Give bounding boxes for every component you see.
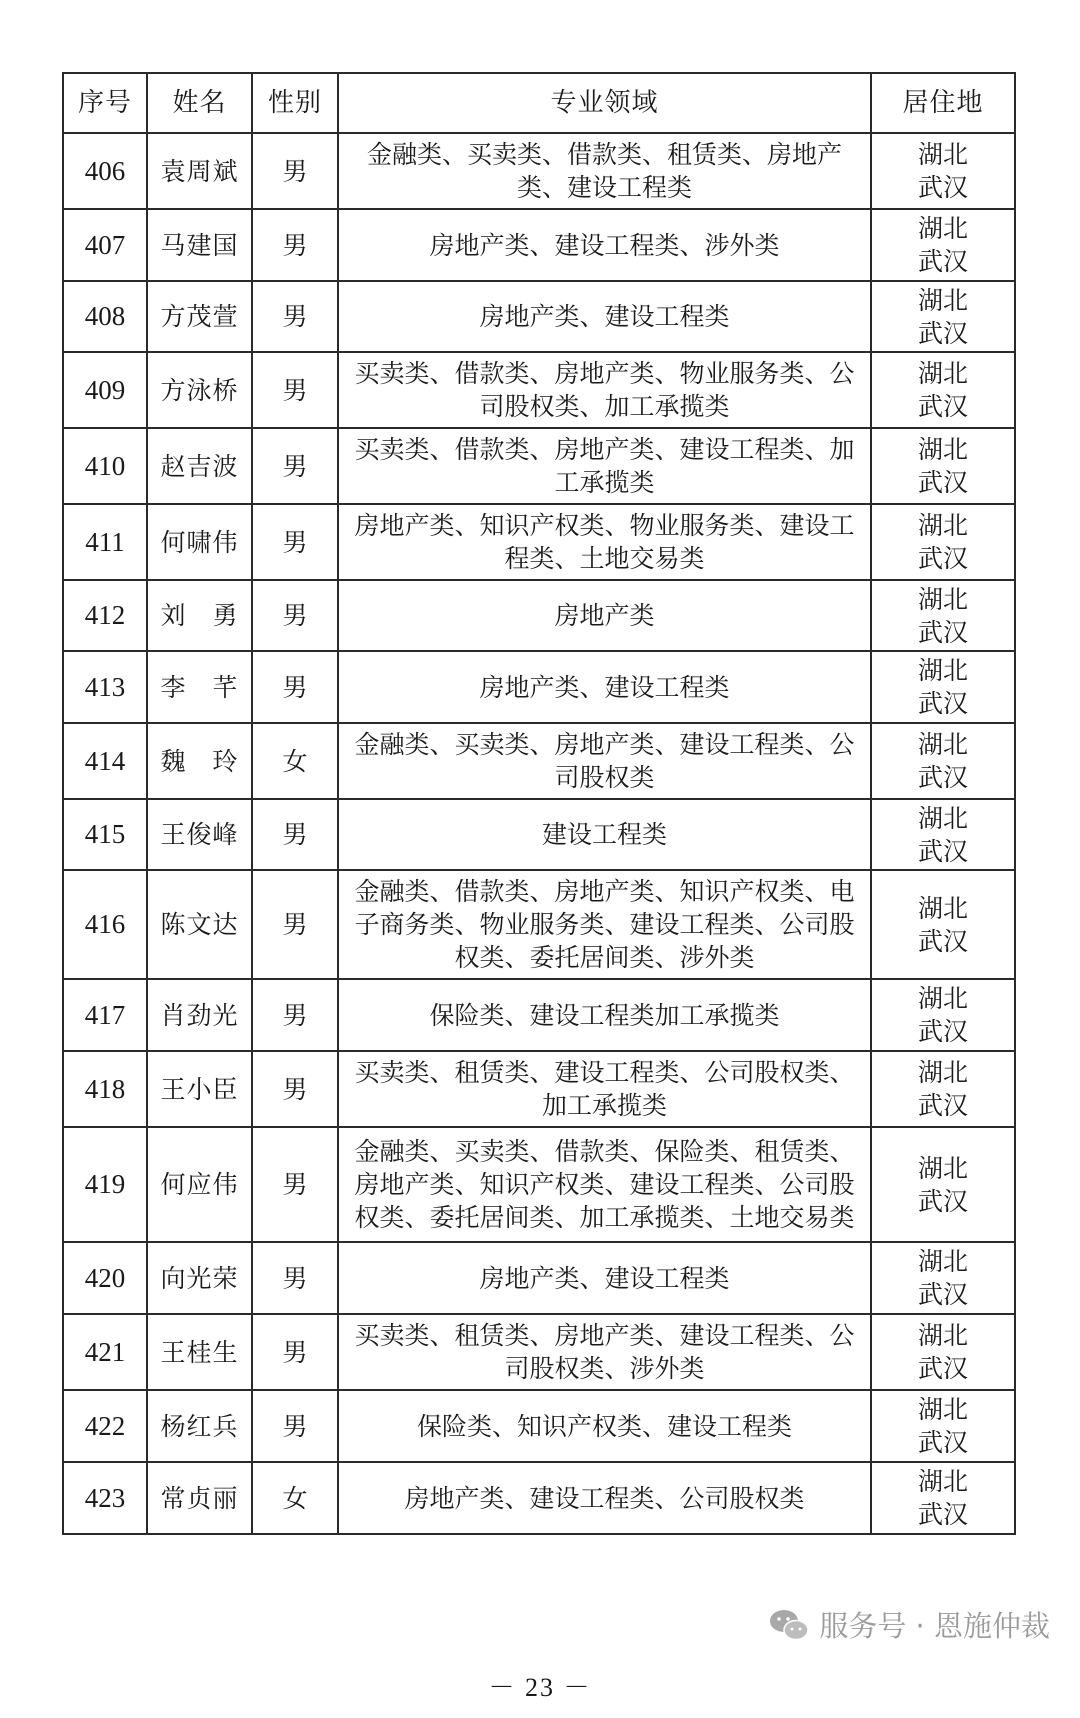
table-row [63, 504, 1015, 580]
residence-province: 湖北 [917, 803, 968, 833]
cell-serial: 419 [63, 1127, 147, 1242]
table-row [63, 1314, 1015, 1390]
cell-field: 金融类、买卖类、借款类、租赁类、房地产类、建设工程类 [338, 133, 871, 209]
table-row [63, 799, 1015, 870]
cell-residence [871, 979, 1015, 1051]
cell-field: 保险类、建设工程类加工承揽类 [338, 979, 871, 1051]
residence-city: 武汉 [917, 836, 968, 866]
residence-province: 湖北 [917, 984, 968, 1013]
cell-residence [871, 1390, 1015, 1462]
cell-serial: 407 [63, 209, 147, 281]
cell-residence [871, 870, 1015, 979]
cell-gender: 男 [252, 870, 338, 979]
cell-field: 房地产类、建设工程类、涉外类 [338, 209, 871, 281]
cell-name: 魏 玲 [147, 723, 252, 799]
cell-gender: 女 [252, 1462, 338, 1534]
cell-residence [871, 133, 1015, 209]
residence-province: 湖北 [917, 1395, 968, 1424]
residence-city: 武汉 [917, 468, 968, 497]
cell-residence [871, 352, 1015, 428]
header-gender: 性别 [252, 73, 338, 133]
cell-serial: 415 [63, 799, 147, 870]
cell-gender: 男 [252, 504, 338, 580]
residence-province: 湖北 [917, 1247, 968, 1276]
cell-name: 赵吉波 [147, 428, 252, 504]
cell-gender: 男 [252, 1314, 338, 1390]
residence-city: 武汉 [917, 617, 968, 647]
cell-gender: 男 [252, 1390, 338, 1462]
table-row [63, 870, 1015, 979]
cell-field: 金融类、买卖类、房地产类、建设工程类、公司股权类 [338, 723, 871, 799]
cell-name: 方泳桥 [147, 352, 252, 428]
cell-gender: 男 [252, 428, 338, 504]
cell-name: 杨红兵 [147, 1390, 252, 1462]
cell-name: 王桂生 [147, 1314, 252, 1390]
residence-city: 武汉 [917, 173, 968, 202]
cell-name: 王小臣 [147, 1051, 252, 1127]
cell-field: 买卖类、租赁类、建设工程类、公司股权类、加工承揽类 [338, 1051, 871, 1127]
page-number: － 23 － [488, 1673, 592, 1702]
table-row [63, 352, 1015, 428]
cell-name: 常贞丽 [147, 1462, 252, 1534]
cell-gender: 男 [252, 1127, 338, 1242]
cell-serial: 413 [63, 651, 147, 723]
cell-residence [871, 428, 1015, 504]
table-row [63, 281, 1015, 352]
cell-field: 房地产类、建设工程类 [338, 281, 871, 352]
cell-residence [871, 580, 1015, 651]
residence-province: 湖北 [917, 214, 968, 243]
cell-residence [871, 504, 1015, 580]
residence-city: 武汉 [917, 544, 968, 573]
residence-province: 湖北 [917, 140, 968, 169]
cell-residence [871, 723, 1015, 799]
cell-field: 房地产类、建设工程类 [338, 651, 871, 723]
cell-field: 房地产类、知识产权类、物业服务类、建设工程类、土地交易类 [338, 504, 871, 580]
cell-field: 金融类、借款类、房地产类、知识产权类、电子商务类、物业服务类、建设工程类、公司股权类、委托居间类、涉外类 [338, 870, 871, 979]
residence-city: 武汉 [917, 1428, 968, 1457]
cell-serial: 414 [63, 723, 147, 799]
cell-field: 房地产类、建设工程类 [338, 1242, 871, 1314]
header-field: 专业领域 [338, 73, 871, 133]
table-row [63, 209, 1015, 281]
cell-gender: 男 [252, 209, 338, 281]
cell-serial: 423 [63, 1462, 147, 1534]
cell-name: 何啸伟 [147, 504, 252, 580]
header-serial: 序号 [63, 73, 147, 133]
cell-residence [871, 651, 1015, 723]
cell-name: 何应伟 [147, 1127, 252, 1242]
residence-city: 武汉 [917, 926, 968, 956]
watermark [769, 1604, 1050, 1645]
cell-residence [871, 1051, 1015, 1127]
residence-city: 武汉 [917, 1186, 968, 1216]
cell-serial: 412 [63, 580, 147, 651]
cell-serial: 421 [63, 1314, 147, 1390]
residence-province: 湖北 [917, 435, 968, 464]
cell-gender: 男 [252, 281, 338, 352]
cell-serial: 408 [63, 281, 147, 352]
cell-field: 建设工程类 [338, 799, 871, 870]
residence-province: 湖北 [917, 1153, 968, 1183]
table-row [63, 979, 1015, 1051]
arbitrator-table-container [62, 72, 1014, 1535]
cell-residence [871, 281, 1015, 352]
residence-city: 武汉 [917, 1091, 968, 1120]
residence-province: 湖北 [917, 893, 968, 923]
table-row [63, 1462, 1015, 1534]
residence-city: 武汉 [917, 763, 968, 792]
residence-city: 武汉 [917, 689, 968, 718]
table-row [63, 1242, 1015, 1314]
cell-gender: 女 [252, 723, 338, 799]
cell-gender: 男 [252, 352, 338, 428]
table-header-row [63, 73, 1015, 133]
cell-field: 买卖类、租赁类、房地产类、建设工程类、公司股权类、涉外类 [338, 1314, 871, 1390]
cell-gender: 男 [252, 799, 338, 870]
cell-field: 房地产类 [338, 580, 871, 651]
cell-name: 马建国 [147, 209, 252, 281]
residence-city: 武汉 [917, 1017, 968, 1046]
cell-field: 买卖类、借款类、房地产类、建设工程类、加工承揽类 [338, 428, 871, 504]
cell-name: 刘 勇 [147, 580, 252, 651]
cell-serial: 406 [63, 133, 147, 209]
cell-residence [871, 1462, 1015, 1534]
residence-province: 湖北 [917, 656, 968, 685]
cell-gender: 男 [252, 580, 338, 651]
cell-gender: 男 [252, 1051, 338, 1127]
residence-province: 湖北 [917, 1467, 968, 1496]
cell-field: 金融类、买卖类、借款类、保险类、租赁类、房地产类、知识产权类、建设工程类、公司股权类、委托居间类、加工承揽类、土地交易类 [338, 1127, 871, 1242]
cell-residence [871, 1127, 1015, 1242]
header-residence: 居住地 [871, 73, 1015, 133]
cell-residence [871, 1314, 1015, 1390]
table-row [63, 428, 1015, 504]
header-name: 姓名 [147, 73, 252, 133]
residence-province: 湖北 [917, 359, 968, 388]
cell-gender: 男 [252, 1242, 338, 1314]
cell-gender: 男 [252, 979, 338, 1051]
cell-serial: 420 [63, 1242, 147, 1314]
cell-name: 陈文达 [147, 870, 252, 979]
cell-name: 袁周斌 [147, 133, 252, 209]
residence-city: 武汉 [917, 1280, 968, 1309]
table-row [63, 1390, 1015, 1462]
cell-field: 买卖类、借款类、房地产类、物业服务类、公司股权类、加工承揽类 [338, 352, 871, 428]
table-row [63, 1051, 1015, 1127]
table-row [63, 133, 1015, 209]
residence-city: 武汉 [917, 392, 968, 421]
table-body [63, 133, 1015, 1534]
table-row [63, 651, 1015, 723]
residence-city: 武汉 [917, 1500, 968, 1529]
cell-name: 李 芊 [147, 651, 252, 723]
residence-city: 武汉 [917, 318, 968, 348]
table-row [63, 723, 1015, 799]
cell-name: 肖劲光 [147, 979, 252, 1051]
cell-gender: 男 [252, 133, 338, 209]
residence-province: 湖北 [917, 584, 968, 614]
residence-city: 武汉 [917, 247, 968, 276]
cell-name: 方茂萱 [147, 281, 252, 352]
cell-residence [871, 1242, 1015, 1314]
table-row [63, 580, 1015, 651]
residence-province: 湖北 [917, 1058, 968, 1087]
cell-serial: 418 [63, 1051, 147, 1127]
cell-serial: 416 [63, 870, 147, 979]
cell-name: 王俊峰 [147, 799, 252, 870]
cell-residence [871, 209, 1015, 281]
cell-serial: 409 [63, 352, 147, 428]
residence-province: 湖北 [917, 285, 968, 315]
cell-residence [871, 799, 1015, 870]
table-row [63, 1127, 1015, 1242]
residence-province: 湖北 [917, 511, 968, 540]
cell-field: 房地产类、建设工程类、公司股权类 [338, 1462, 871, 1534]
cell-serial: 422 [63, 1390, 147, 1462]
wechat-icon [769, 1608, 809, 1642]
cell-serial: 410 [63, 428, 147, 504]
arbitrator-table [62, 72, 1016, 1535]
cell-serial: 411 [63, 504, 147, 580]
watermark-text: 服务号 · 恩施仲裁 [819, 1609, 1050, 1643]
residence-province: 湖北 [917, 1321, 968, 1350]
cell-name: 向光荣 [147, 1242, 252, 1314]
cell-serial: 417 [63, 979, 147, 1051]
residence-province: 湖北 [917, 730, 968, 759]
cell-gender: 男 [252, 651, 338, 723]
cell-field: 保险类、知识产权类、建设工程类 [338, 1390, 871, 1462]
residence-city: 武汉 [917, 1354, 968, 1383]
